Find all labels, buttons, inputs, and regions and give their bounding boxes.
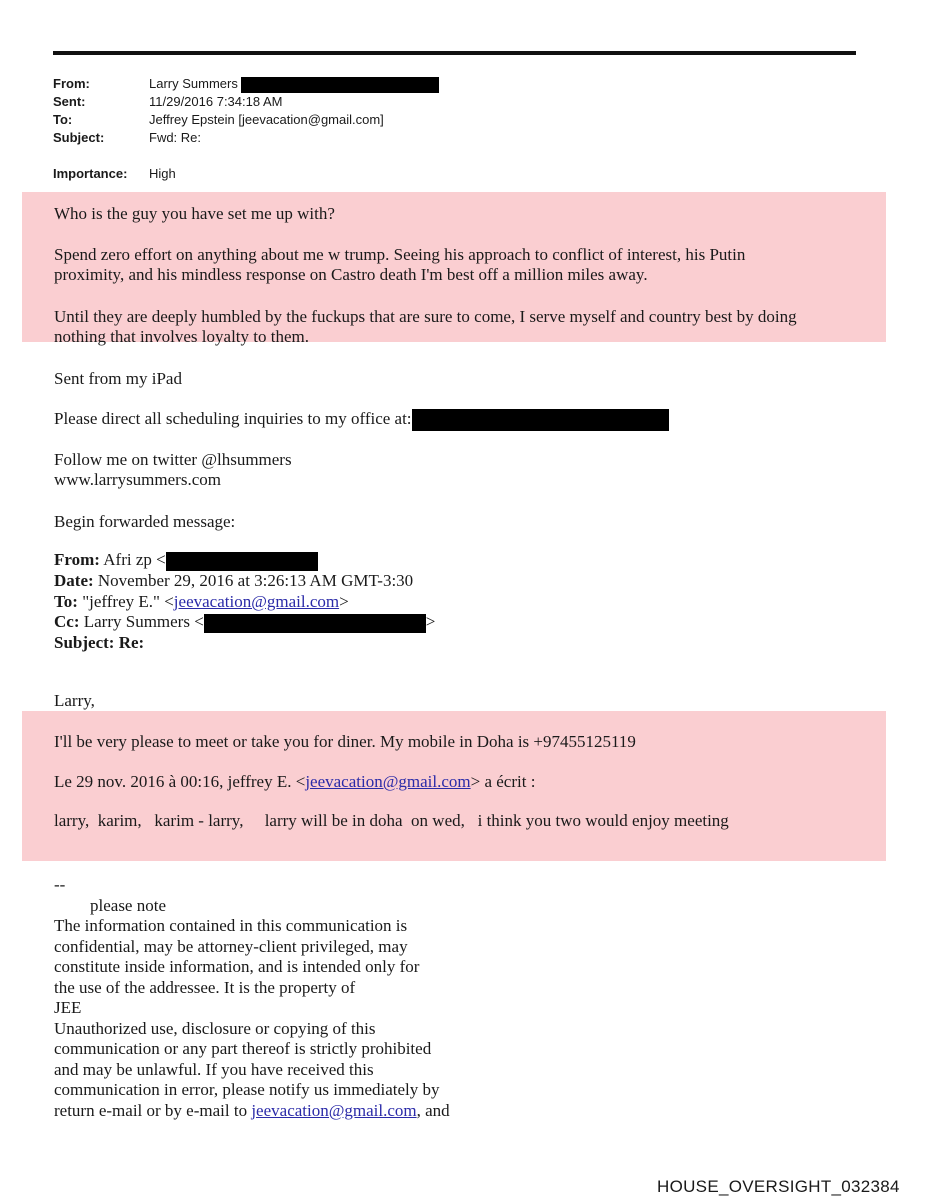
body-question: Who is the guy you have set me up with? <box>54 204 335 223</box>
header-from-label: From: <box>53 76 90 91</box>
disclaimer-block <box>54 875 450 1121</box>
header-sent-label: Sent: <box>53 94 86 109</box>
fwd-greeting: Larry, <box>54 691 95 710</box>
bates-number: HOUSE_OVERSIGHT_032384 <box>657 1177 900 1196</box>
header-from-name: Larry Summers <box>149 76 238 91</box>
fwd-date-value: November 29, 2016 at 3:26:13 AM GMT-3:30 <box>97 571 414 590</box>
fwd-reply: I'll be very please to meet or take you for diner. My mobile in Doha is +97455125119 <box>54 732 636 751</box>
header-to-label: To: <box>53 112 73 127</box>
top-rule <box>53 51 856 55</box>
fwd-cc-prefix: Larry Summers < <box>83 612 204 631</box>
disclaimer-line: The information contained in this communication is <box>54 916 408 935</box>
disclaimer-line: confidential, may be attorney-client privileged, may <box>54 936 408 956</box>
body-paragraph-line: nothing that involves loyalty to them. <box>54 327 309 346</box>
disclaimer-last-suffix: , and <box>416 1100 450 1120</box>
disclaimer-last-line <box>54 1101 450 1122</box>
redaction-box <box>412 409 669 431</box>
fwd-from-value: Afri zp < <box>103 550 166 569</box>
website-line: www.larrysummers.com <box>54 470 221 489</box>
begin-forwarded: Begin forwarded message: <box>54 512 236 531</box>
disclaimer-line: and may be unlawful. If you have received this <box>54 1059 374 1079</box>
fwd-cc-row <box>54 612 435 633</box>
header-subject-value: Fwd: Re: <box>149 130 202 145</box>
fwd-subject-row <box>54 633 144 653</box>
disclaimer-line: communication or any part thereof is strictly prohibited <box>54 1039 432 1058</box>
header-importance-value: High <box>149 166 176 181</box>
body-paragraph-line: Spend zero effort on anything about me w trump. Seeing his approach to conflict of interest, his Putin <box>54 245 746 264</box>
fwd-from-label: From: <box>54 550 100 569</box>
body-paragraph-line: Until they are deeply humbled by the fuckups that are sure to come, I serve myself and country best by doing <box>54 307 797 326</box>
header-to-value: Jeffrey Epstein [jeevacation@gmail.com] <box>149 112 384 127</box>
redaction-box <box>241 77 439 93</box>
fwd-to-email-link[interactable]: jeevacation@gmail.com <box>173 592 340 611</box>
redaction-box <box>166 552 318 571</box>
fwd-cc-label: Cc: <box>54 612 80 631</box>
disclaimer-dashes: -- <box>54 875 66 894</box>
fwd-to-label: To: <box>54 592 78 611</box>
quote-email-link[interactable]: jeevacation@gmail.com <box>305 772 471 791</box>
fwd-to-row <box>54 592 349 612</box>
fwd-quote-attribution <box>54 772 535 792</box>
fwd-cc-suffix: > <box>425 612 436 631</box>
disclaimer-line: constitute inside information, and is intended only for <box>54 957 420 976</box>
disclaimer-last-prefix: return e-mail or by e-mail to <box>54 1100 252 1120</box>
fwd-date-label: Date: <box>54 571 94 590</box>
sent-from-signature: Sent from my iPad <box>54 369 182 388</box>
header-importance-label: Importance: <box>53 166 128 181</box>
body-paragraph-line: proximity, and his mindless response on Castro death I'm best off a million miles away. <box>54 265 648 284</box>
header-sent-value: 11/29/2016 7:34:18 AM <box>149 94 283 109</box>
disclaimer-line: communication in error, please notify us immediately by <box>54 1080 440 1099</box>
fwd-to-prefix: "jeffrey E." < <box>82 592 174 611</box>
twitter-line: Follow me on twitter @lhsummers <box>54 450 292 469</box>
fwd-to-suffix: > <box>339 592 349 611</box>
fwd-subject-label: Subject: <box>54 633 115 652</box>
fwd-subject-value: Re: <box>118 633 145 652</box>
header-subject-label: Subject: <box>53 130 105 145</box>
fwd-date-row <box>54 571 413 591</box>
fwd-quoted-text: larry, karim, karim - larry, larry will be in doha on wed, i think you two would enjoy meeting <box>54 811 729 830</box>
header-from-value <box>149 75 439 93</box>
scheduling-line <box>54 409 669 431</box>
disclaimer-line: the use of the addressee. It is the property of <box>54 977 356 997</box>
disclaimer-line: Unauthorized use, disclosure or copying of this <box>54 1018 376 1038</box>
quote-prefix: Le 29 nov. 2016 à 00:16, jeffrey E. < <box>54 772 306 791</box>
disclaimer-please-note: please note <box>90 895 166 915</box>
fwd-from-row <box>54 550 318 571</box>
disclaimer-line: JEE <box>54 998 82 1017</box>
scheduling-text: Please direct all scheduling inquiries to my office at: <box>54 409 412 428</box>
quote-suffix: > a écrit : <box>470 772 536 791</box>
redaction-box <box>204 614 426 633</box>
disclaimer-email-link[interactable]: jeevacation@gmail.com <box>251 1100 417 1120</box>
